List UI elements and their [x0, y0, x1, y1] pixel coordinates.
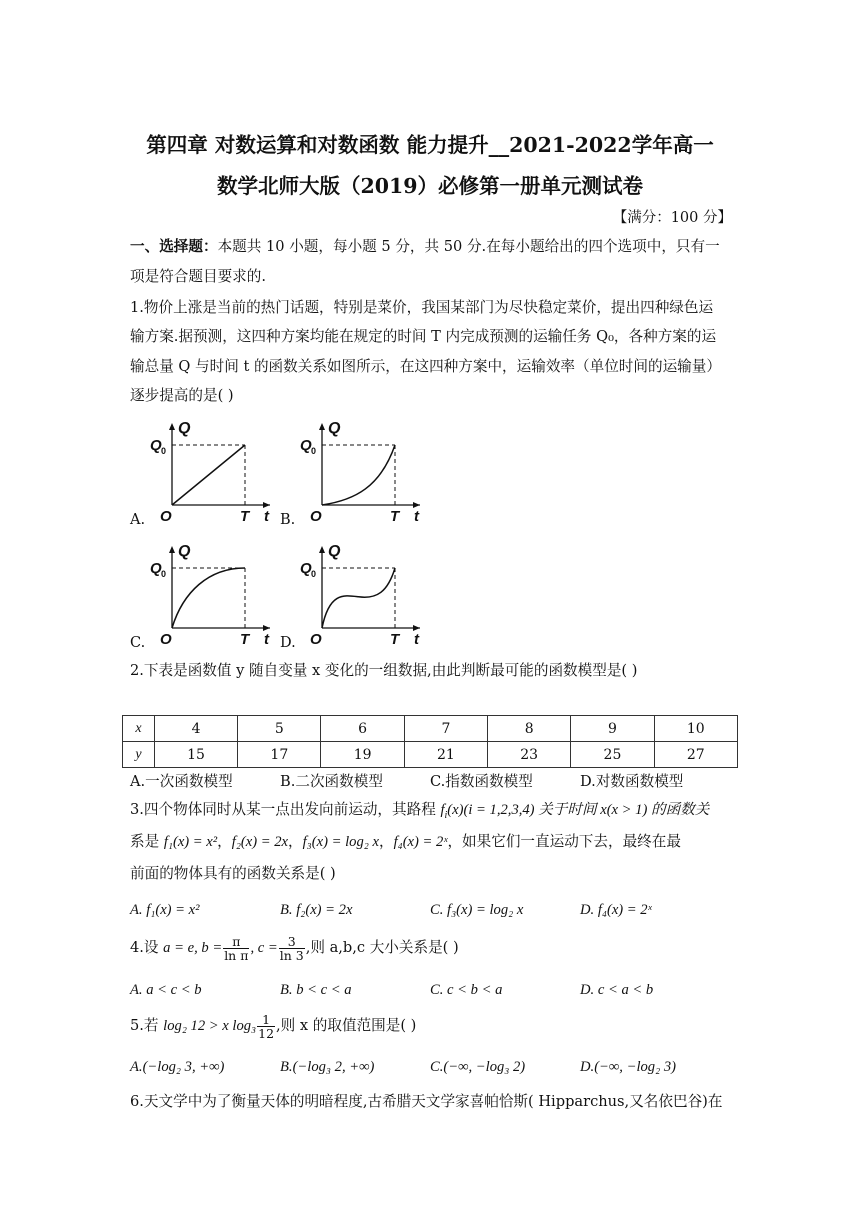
axis-label-T: T — [390, 508, 400, 525]
q2-option-d: D.对数函数模型 — [580, 773, 684, 790]
axis-label-T: T — [240, 508, 250, 525]
table-cell: 21 — [404, 742, 487, 768]
q1-graph-svg — [280, 415, 425, 530]
table-row-x — [123, 716, 738, 742]
axis-label-q0: Q — [300, 560, 312, 577]
axis-label-t: t — [414, 508, 419, 525]
q3-line-3: 前面的物体具有的函数关系是( ) — [130, 865, 336, 882]
q1-graph-svg — [280, 538, 425, 653]
table-cell: 19 — [321, 742, 404, 768]
q1-graph — [280, 538, 425, 653]
q4-text: 4.设 — [130, 939, 164, 956]
table-cell: 5 — [238, 716, 321, 742]
q3-f1: f₁(x) = x² — [163, 834, 218, 850]
q1-curve — [172, 445, 245, 505]
q3-f3: f₃(x) = log₂ x — [302, 834, 379, 850]
q3-option-b: B. f₂(x) = 2x — [280, 902, 353, 918]
frac-num: π — [223, 935, 249, 949]
y-axis-arrow-icon — [319, 423, 325, 430]
q4-frac-c — [279, 935, 305, 962]
section-intro-line-2: 项是符合题目要求的. — [130, 268, 266, 285]
q3-text: ，如果它们一直运动下去，最终在最 — [447, 833, 681, 850]
frac-den: ln 3 — [279, 947, 304, 963]
q4-option-b: B. b < c < a — [280, 982, 352, 998]
frac-den: ln π — [224, 947, 249, 963]
q3-f2: f₂(x) = 2x — [231, 834, 289, 850]
q4-option-d: D. c < a < b — [580, 982, 654, 998]
axis-label-t: t — [414, 631, 419, 648]
frac-den: 12 — [258, 1025, 275, 1041]
axis-label-q: Q — [328, 420, 341, 437]
q1-curve — [322, 445, 395, 505]
frac-num: 3 — [279, 935, 305, 949]
q4-option-c: C. c < b < a — [430, 982, 503, 998]
page-title-line-1: 第四章 对数运算和对数函数 能力提升__2021-2022学年高一 — [146, 133, 714, 157]
q5-text: ,则 x 的取值范围是( ) — [276, 1017, 417, 1034]
q1-graph — [280, 415, 425, 530]
page-title-line-2: 数学北师大版（2019）必修第一册单元测试卷 — [216, 174, 644, 198]
table-cell: 17 — [238, 742, 321, 768]
table-cell: 8 — [488, 716, 571, 742]
q1-graph — [130, 415, 275, 530]
q4-frac-b — [223, 935, 249, 962]
q1-graph — [130, 538, 275, 653]
q3-fn-args: (x)(i = 1,2,3,4) 关于时间 x(x > 1) 的函数关 — [447, 802, 710, 818]
y-axis-arrow-icon — [169, 546, 175, 553]
axis-label-T: T — [240, 631, 250, 648]
full-score: 【满分：100 分】 — [612, 210, 732, 226]
axis-label-q: Q — [328, 543, 341, 560]
axis-label-T: T — [390, 631, 400, 648]
q5-stem — [130, 1012, 736, 1040]
axis-label-q: Q — [178, 543, 191, 560]
q1-line-2: 输方案.据预测，这四种方案均能在规定的时间 T 内完成预测的运输任务 Q₀，各种方案的运 — [130, 328, 717, 345]
q1-line-1: 1.物价上涨是当前的热门话题，特别是菜价，我国某部门为尽快稳定菜价，提出四种绿色运 — [130, 299, 714, 316]
q4-stem — [130, 934, 736, 962]
q3-option-d: D. f₄(x) = 2ˣ — [580, 902, 652, 918]
y-axis-arrow-icon — [169, 423, 175, 430]
table-cell: 10 — [654, 716, 737, 742]
q1-curve — [322, 568, 395, 628]
table-cell: 6 — [321, 716, 404, 742]
q2-option-b: B.二次函数模型 — [280, 773, 383, 790]
table-header-y: y — [123, 742, 155, 768]
axis-label-q0: Q — [300, 437, 312, 454]
graph-option-label: C. — [130, 635, 146, 651]
q3-text: 系是 — [130, 833, 164, 850]
origin-label: O — [160, 508, 172, 525]
table-cell: 4 — [154, 716, 237, 742]
q5-option-c: C.(−∞, −log₃ 2) — [430, 1059, 526, 1075]
section-heading: 一、选择题： — [130, 238, 218, 255]
axis-label-q0-sub: 0 — [161, 446, 167, 456]
q6-line-1: 6.天文学中为了衡量天体的明暗程度,古希腊天文学家喜帕恰斯( Hipparchus,又名依巴谷)在 — [130, 1093, 723, 1110]
q2-stem: 2.下表是函数值 y 随自变量 x 变化的一组数据,由此判断最可能的函数模型是( ) — [130, 662, 638, 679]
q5-option-a: A.(−log₂ 3, +∞) — [130, 1059, 225, 1075]
q5-expr: log₂ 12 > x log₃ — [163, 1018, 257, 1034]
q2-data-table — [122, 715, 738, 768]
q3-fn: f — [440, 802, 445, 818]
q4-expr-a: a = e, b = — [163, 940, 223, 956]
q5-option-b: B.(−log₃ 2, +∞) — [280, 1059, 375, 1075]
q1-curve — [172, 568, 245, 628]
q3-line-2: 系是 f₁(x) = x²，f₂(x) = 2x，f₃(x) = log₂ x，f₄(x) = 2ˣ，如果它们一直运动下去，最终在最 — [130, 833, 681, 850]
graph-option-label: D. — [280, 635, 296, 651]
axis-label-q0-sub: 0 — [161, 569, 167, 579]
axis-label-t: t — [264, 631, 269, 648]
q4-option-a: A. a < c < b — [130, 982, 202, 998]
q3-option-c: C. f₃(x) = log₂ x — [430, 902, 524, 918]
origin-label: O — [160, 631, 172, 648]
origin-label: O — [310, 631, 322, 648]
table-cell: 15 — [154, 742, 237, 768]
axis-label-q: Q — [178, 420, 191, 437]
q5-option-d: D.(−∞, −log₂ 3) — [580, 1059, 676, 1075]
axis-label-q0-sub: 0 — [311, 569, 317, 579]
q1-graph-svg — [130, 415, 275, 530]
table-cell: 27 — [654, 742, 737, 768]
q3-line-1: 3.四个物体同时从某一点出发向前运动，其路程 $f_i(x)(i = 1,2,3,4)$ 关于时间 x(x > 1) 的函数关 — [130, 801, 710, 821]
q2-option-a: A.一次函数模型 — [130, 773, 233, 790]
table-header-x: x — [123, 716, 155, 742]
y-axis-arrow-icon — [319, 546, 325, 553]
section-intro-text: 本题共 10 小题，每小题 5 分，共 50 分.在每小题给出的四个选项中，只有一 — [217, 238, 720, 255]
section-intro-line-1 — [130, 239, 736, 255]
axis-label-q0: Q — [150, 560, 162, 577]
table-cell: 7 — [404, 716, 487, 742]
graph-option-label: B. — [280, 512, 296, 528]
q1-line-4: 逐步提高的是( ) — [130, 387, 234, 404]
graph-option-label: A. — [130, 512, 146, 528]
axis-label-q0-sub: 0 — [311, 446, 317, 456]
q3-option-a: A. f₁(x) = x² — [130, 902, 200, 918]
table-cell: 23 — [488, 742, 571, 768]
q3-text: 3.四个物体同时从某一点出发向前运动，其路程 — [130, 801, 441, 818]
table-cell: 25 — [571, 742, 654, 768]
table-row-y — [123, 742, 738, 768]
table-cell: 9 — [571, 716, 654, 742]
axis-label-q0: Q — [150, 437, 162, 454]
origin-label: O — [310, 508, 322, 525]
q4-expr-c: , c = — [250, 940, 278, 956]
q1-line-3: 输总量 Q 与时间 t 的函数关系如图所示，在这四种方案中，运输效率（单位时间的运输量） — [130, 358, 721, 375]
q2-option-c: C.指数函数模型 — [430, 773, 533, 790]
q3-f4: f₄(x) = 2ˣ — [393, 834, 448, 850]
q4-text: ,则 a,b,c 大小关系是( ) — [305, 939, 459, 956]
q1-graph-svg — [130, 538, 275, 653]
q5-frac — [257, 1013, 275, 1040]
axis-label-t: t — [264, 508, 269, 525]
frac-num: 1 — [257, 1013, 275, 1027]
q5-text: 5.若 — [130, 1017, 164, 1034]
